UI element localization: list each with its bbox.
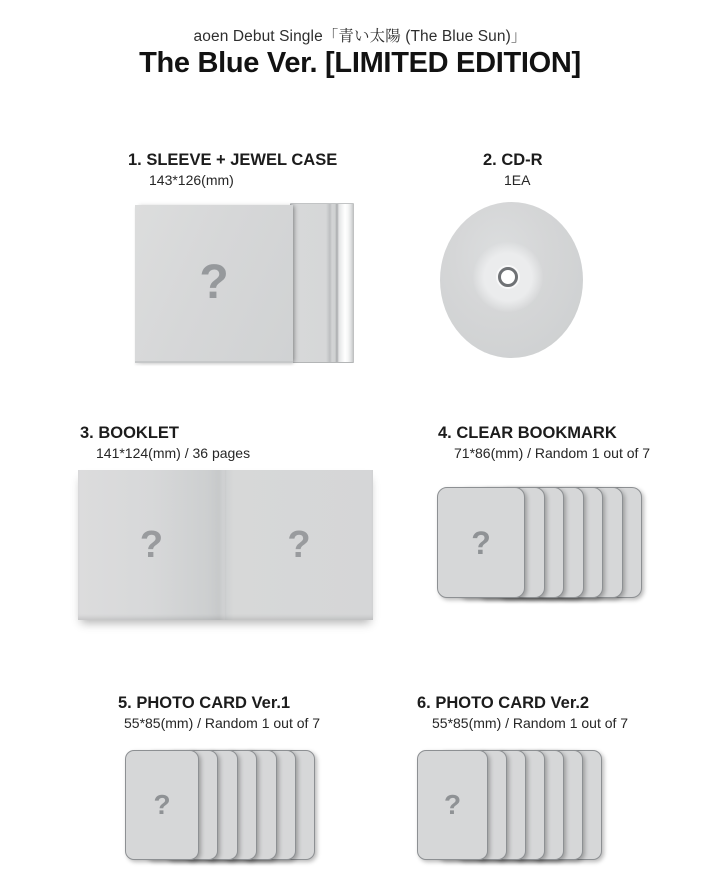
clear-bookmark-stack xyxy=(437,487,643,598)
photocard-ver2-stack-card-1 xyxy=(417,750,488,860)
question-mark-icon: ? xyxy=(139,524,164,566)
item-1-spec: 143*126(mm) xyxy=(149,172,234,188)
photocard-ver1-stack xyxy=(125,750,316,860)
item-1-label: 1. SLEEVE + JEWEL CASE xyxy=(128,151,338,169)
question-mark-icon: ? xyxy=(287,524,311,566)
item-2-label: 2. CD-R xyxy=(483,151,543,169)
item-2-heading-block xyxy=(483,151,543,189)
photocard-ver2-stack xyxy=(417,750,603,860)
item-1-heading-block xyxy=(128,151,337,189)
cd-graphic xyxy=(440,202,583,358)
question-mark-icon: ? xyxy=(471,524,491,561)
jewel-case-spine xyxy=(290,203,354,363)
page-title: The Blue Ver. [LIMITED EDITION] xyxy=(139,47,581,79)
booklet-graphic xyxy=(78,470,373,620)
booklet-right-page xyxy=(225,470,373,620)
item-3-heading-block xyxy=(80,424,250,462)
jewel-case-graphic xyxy=(135,202,354,364)
item-3-spec: 141*124(mm) / 36 pages xyxy=(96,445,251,461)
item-6-label: 6. PHOTO CARD Ver.2 xyxy=(417,694,590,712)
item-3-label: 3. BOOKLET xyxy=(80,424,180,442)
item-6-spec: 55*85(mm) / Random 1 out of 7 xyxy=(432,715,629,731)
clear-bookmark-stack-card-1 xyxy=(437,487,525,598)
photocard-ver1-stack-card-1 xyxy=(125,750,199,860)
album-subtitle: aoen Debut Single「青い太陽 (The Blue Sun)」 xyxy=(193,28,527,45)
question-mark-icon: ? xyxy=(443,789,462,820)
item-4-label: 4. CLEAR BOOKMARK xyxy=(438,424,617,442)
item-5-heading-block xyxy=(118,694,320,732)
item-5-spec: 55*85(mm) / Random 1 out of 7 xyxy=(124,715,321,731)
item-6-heading-block xyxy=(417,694,628,732)
question-mark-icon: ? xyxy=(199,256,229,309)
sleeve-front xyxy=(135,205,293,363)
item-4-spec: 71*86(mm) / Random 1 out of 7 xyxy=(454,445,651,461)
question-mark-icon: ? xyxy=(153,789,171,820)
cd-center-hole xyxy=(498,267,518,287)
booklet-left-page xyxy=(78,470,225,620)
item-2-spec: 1EA xyxy=(504,172,531,188)
item-4-heading-block xyxy=(438,424,650,462)
item-5-label: 5. PHOTO CARD Ver.1 xyxy=(118,694,291,712)
